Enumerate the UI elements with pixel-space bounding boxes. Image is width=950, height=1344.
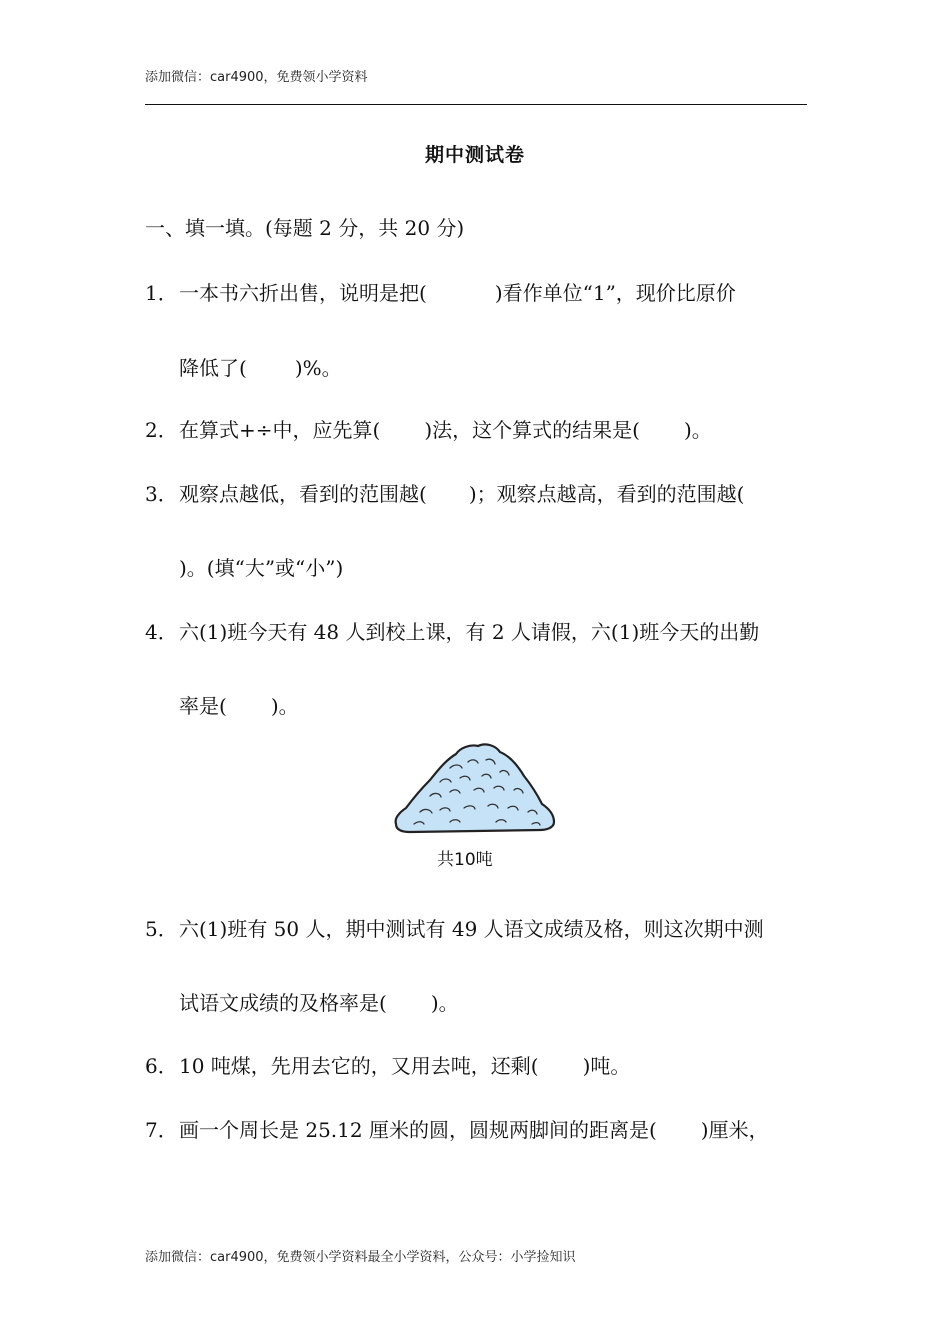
section-heading: 一、填一填。(每题 2 分，共 20 分) [145,216,465,240]
question-4 [145,616,759,645]
question-text: 在算式+÷中，应先算( [179,418,381,442]
question-text: )。 [270,694,299,718]
question-4-continued [179,690,299,719]
question-number: 4． [145,620,178,644]
question-number: 6． [145,1054,178,1078]
question-text: 一本书六折出售，说明是把( [179,281,427,305]
question-number: 2． [145,418,178,442]
question-text: )厘米， [700,1118,769,1142]
question-5 [145,913,764,942]
question-text: )。 [430,991,459,1015]
question-3 [145,478,744,507]
question-text: )%。 [294,356,342,380]
question-1-continued [179,352,342,381]
question-text: 六(1)班今天有 48 人到校上课，有 2 人请假，六(1)班今天的出勤 [179,620,760,644]
question-text: 画一个周长是 25.12 厘米的圆，圆规两脚间的距离是( [179,1118,657,1142]
question-number: 3． [145,482,178,506]
question-text: )吨。 [582,1054,631,1078]
question-text: )；观察点越高，看到的范围越( [468,482,745,506]
question-text: 率是( [179,694,227,718]
question-1 [145,277,736,306]
figure-caption: 共10吨 [437,850,493,870]
header-rule [145,104,807,105]
question-text: )。(填“大”或“小”) [179,556,344,580]
question-text: 六(1)班有 50 人，期中测试有 49 人语文成绩及格，则这次期中测 [179,917,764,941]
page-footer: 添加微信：car4900，免费领小学资料最全小学资料，公众号：小学捡知识 [145,1250,576,1265]
page-title: 期中测试卷 [424,144,525,166]
question-text: 观察点越低，看到的范围越( [179,482,427,506]
question-text: 降低了( [179,356,247,380]
page-header: 添加微信：car4900，免费领小学资料 [145,70,368,85]
question-3-continued [179,552,343,581]
question-5-continued [179,987,459,1016]
question-text: )。 [683,418,712,442]
question-2 [145,414,712,443]
question-number: 5． [145,917,178,941]
question-text: 试语文成绩的及格率是( [179,991,387,1015]
question-text: )看作单位“1”，现价比原价 [494,281,736,305]
question-7 [145,1114,769,1143]
question-text: 10 吨煤，先用去它的，又用去吨，还剩( [179,1054,539,1078]
coal-pile-icon [390,738,558,838]
question-number: 1． [145,281,178,305]
question-text: )法，这个算式的结果是( [424,418,640,442]
question-number: 7． [145,1118,178,1142]
question-6 [145,1050,630,1079]
